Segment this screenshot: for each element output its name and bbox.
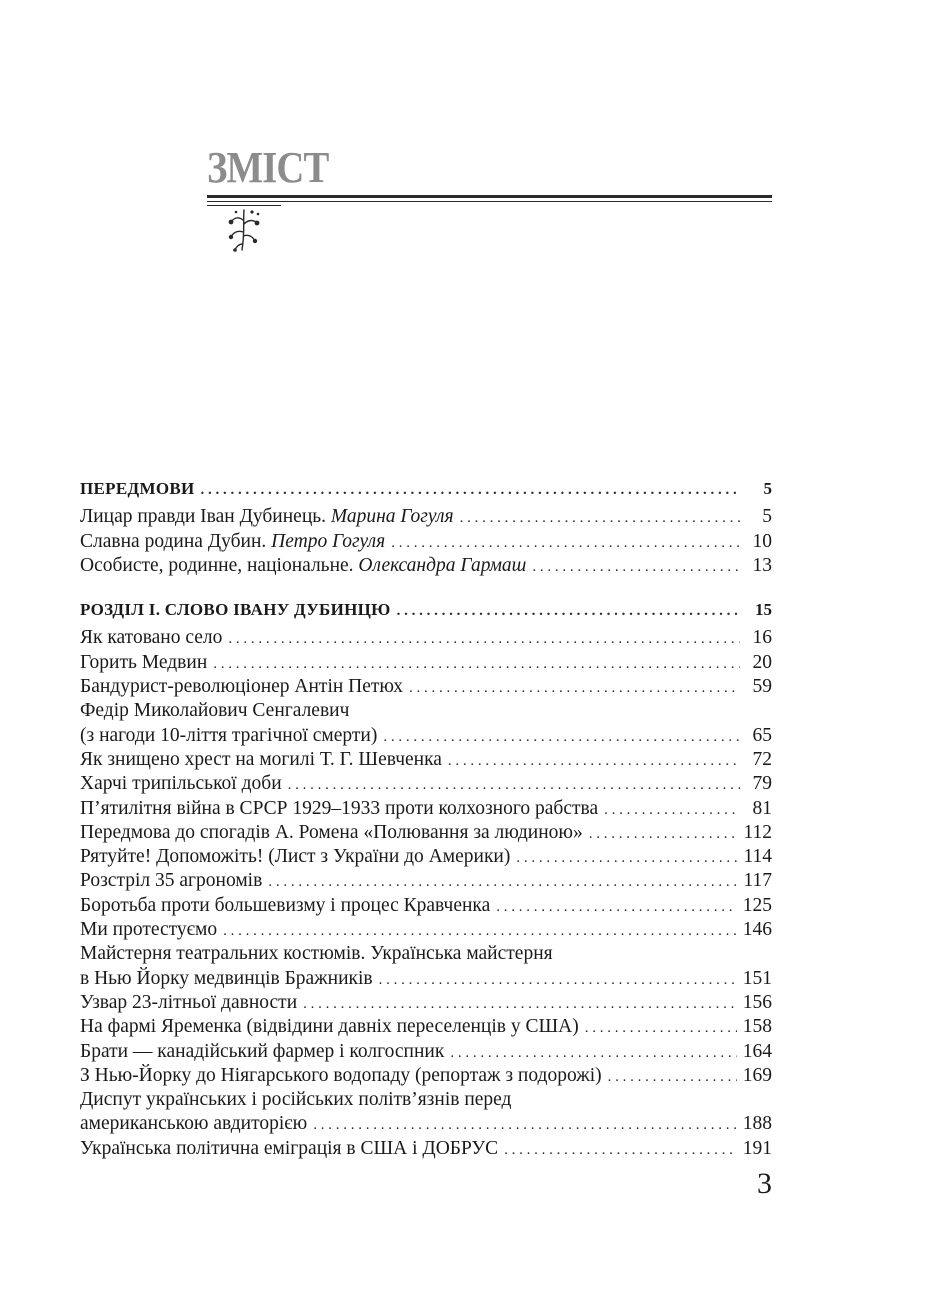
- toc-entry[interactable]: Передмова до спогадів А. Ромена «Полювання за людиною» . . . 112: [80, 821, 772, 845]
- table-of-contents: [80, 477, 772, 1161]
- leader-dots: [213, 652, 740, 676]
- toc-entry[interactable]: в Нью Йорку медвинців Бражників . . . 151: [80, 967, 772, 991]
- leader-dots: [608, 1065, 737, 1089]
- leader-dots: [268, 870, 737, 894]
- leader-dots: [585, 1016, 737, 1040]
- leader-dots: [228, 627, 740, 651]
- toc-entry[interactable]: Брати — канадійський фармер і колгоспник . . . 164: [80, 1040, 772, 1064]
- leader-dots: [288, 773, 740, 797]
- toc-entry[interactable]: На фармі Яременка (відвідини давніх переселенців у США) . . . 158: [80, 1015, 772, 1039]
- toc-entry-first-line[interactable]: Диспут українських і російських політв’язнів перед: [80, 1089, 512, 1111]
- toc-entry[interactable]: Ми протестуємо . . . 146: [80, 918, 772, 942]
- leader-dots: [496, 895, 736, 919]
- toc-entry[interactable]: Горить Медвин . . . 20: [80, 651, 772, 675]
- leader-dots: [448, 749, 740, 773]
- toc-entry[interactable]: Харчі трипільської доби . . . 79: [80, 772, 772, 796]
- leader-dots: [397, 599, 740, 623]
- toc-entry[interactable]: Лицар правди Іван Дубинець. Марина Гогуля . . . 5: [80, 505, 772, 529]
- leader-dots: [504, 1138, 737, 1162]
- leader-dots: [532, 555, 740, 579]
- leader-dots: [379, 968, 737, 992]
- toc-entry[interactable]: Як катовано село . . . 16: [80, 626, 772, 650]
- page-title: ЗМІСТ: [207, 143, 329, 192]
- toc-entry[interactable]: Як знищено хрест на могилі Т. Г. Шевченка . . . 72: [80, 748, 772, 772]
- leader-dots: [450, 1041, 736, 1065]
- entry-author: Петро Гогуля: [271, 530, 386, 552]
- title-rule-thin: [207, 201, 772, 202]
- toc-section-heading[interactable]: РОЗДІЛ І. СЛОВО ІВАНУ ДУБИНЦЮ . . . 15: [80, 598, 772, 622]
- leader-dots: [313, 1113, 737, 1137]
- leader-dots: [409, 676, 740, 700]
- toc-section-heading[interactable]: ПЕРЕДМОВИ . . . 5: [80, 477, 772, 501]
- toc-entry[interactable]: Боротьба проти большевизму і процес Кравченка . . . 125: [80, 894, 772, 918]
- leader-dots: [460, 506, 740, 530]
- toc-entry[interactable]: (з нагоди 10-ліття трагічної смерти) . . . 65: [80, 724, 772, 748]
- leader-dots: [303, 992, 737, 1016]
- leader-dots: [223, 919, 737, 943]
- toc-entry[interactable]: Особисте, родинне, національне. Олександра Гармаш . . . 13: [80, 554, 772, 578]
- leader-dots: [383, 725, 740, 749]
- leader-dots: [604, 798, 740, 822]
- title-rule-thick: [207, 195, 772, 198]
- floral-ornament-icon: [222, 206, 266, 252]
- toc-entry[interactable]: Рятуйте! Допоможіть! (Лист з України до Америки) . . . 114: [80, 845, 772, 869]
- toc-entry[interactable]: Бандурист-революціонер Антін Петюх . . . 59: [80, 675, 772, 699]
- page-number: 3: [757, 1167, 772, 1200]
- entry-author: Олександра Гармаш: [358, 554, 527, 576]
- toc-entry[interactable]: американською авдиторією . . . 188: [80, 1112, 772, 1136]
- entry-author: Марина Гогуля: [330, 506, 454, 528]
- leader-dots: [201, 478, 740, 502]
- toc-entry[interactable]: Українська політична еміграція в США і ДОБРУС . . . 191: [80, 1137, 772, 1161]
- leader-dots: [516, 846, 737, 870]
- toc-entry[interactable]: Славна родина Дубин. Петро Гогуля . . . 10: [80, 530, 772, 554]
- toc-entry-first-line[interactable]: Федір Миколайович Сенгалевич: [80, 700, 350, 722]
- leader-dots: [589, 822, 738, 846]
- toc-entry[interactable]: Розстріл 35 агрономів . . . 117: [80, 869, 772, 893]
- toc-entry[interactable]: Узвар 23-літньої давности . . . 156: [80, 991, 772, 1015]
- toc-entry[interactable]: З Нью-Йорку до Ніягарського водопаду (репортаж з подорожі) . . . 169: [80, 1064, 772, 1088]
- leader-dots: [391, 531, 740, 555]
- toc-entry-first-line[interactable]: Майстерня театральних костюмів. Українська майстерня: [80, 943, 553, 965]
- toc-entry[interactable]: П’ятилітня війна в СРСР 1929–1933 проти колхозного рабства . . . 81: [80, 797, 772, 821]
